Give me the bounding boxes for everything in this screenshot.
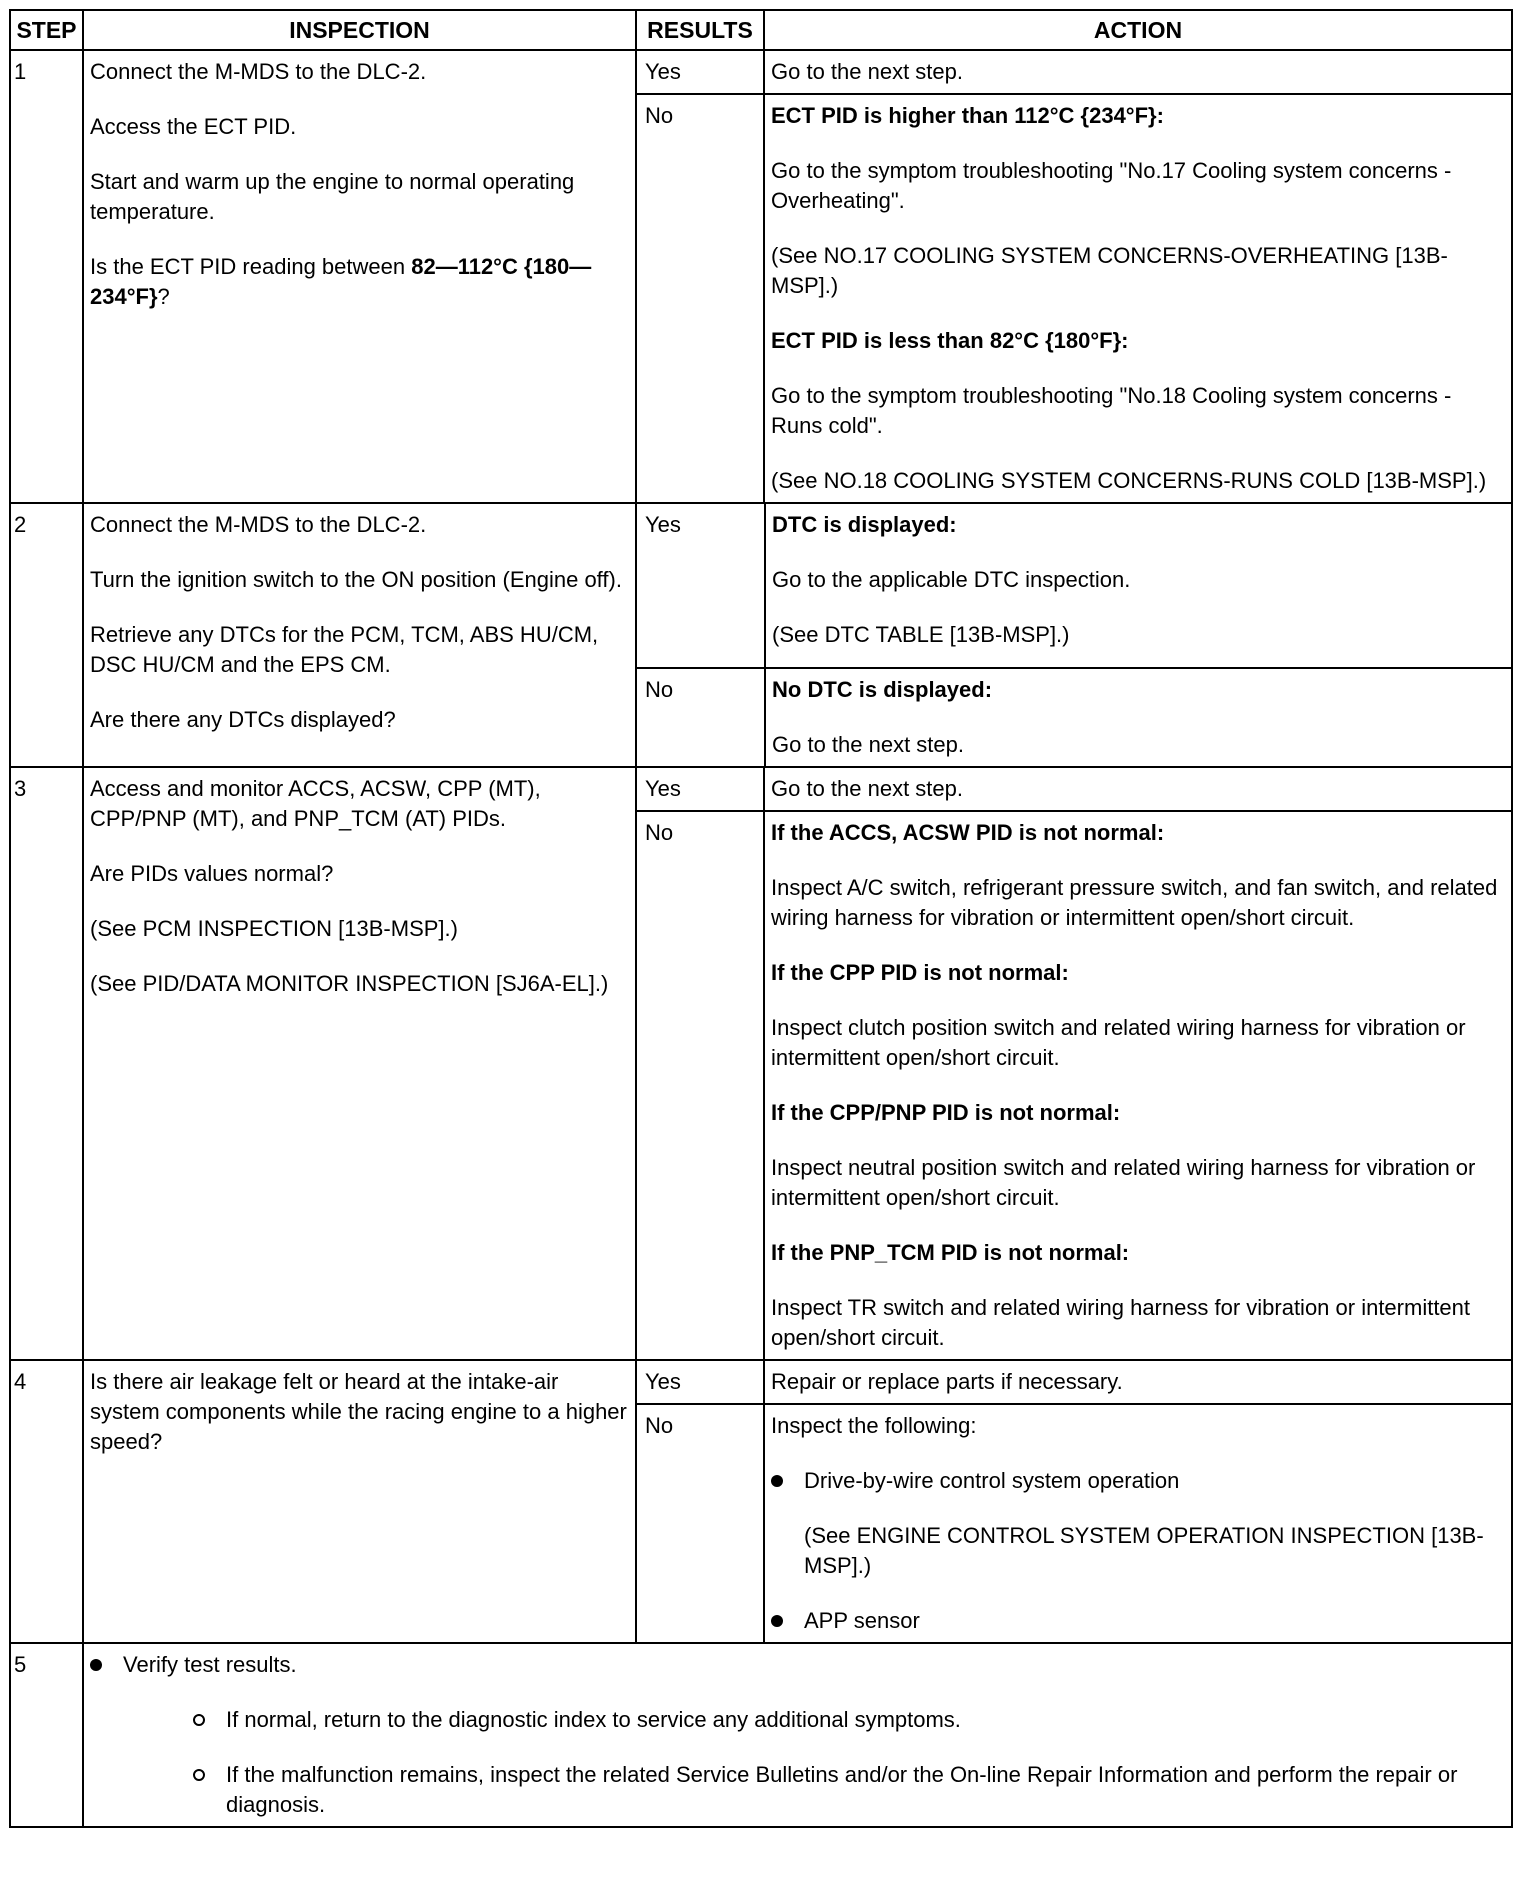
inspect-list [771,1466,1505,1636]
step-number: 2 [10,503,83,767]
action-cell [765,504,1511,668]
result-yes: Yes [637,504,765,668]
action-text: Inspect TR switch and related wiring harness for vibration or intermittent open/short circuit. [771,1295,1471,1350]
step-number: 4 [10,1360,83,1643]
action-text: Go to the symptom troubleshooting "No.17 Cooling system concerns - Overheating". [771,158,1452,213]
header-inspection: INSPECTION [83,10,636,50]
inspection-text: Connect the M-MDS to the DLC-2. [90,59,427,84]
step-number: 3 [10,767,83,1360]
action-text: Go to the symptom troubleshooting "No.18 Cooling system concerns - Runs cold". [771,383,1452,438]
result-yes: Yes [636,767,764,811]
action-text: Inspect neutral position switch and related wiring harness for vibration or intermittent open/short circuit. [771,1155,1476,1210]
list-item: Drive-by-wire control system operation (See ENGINE CONTROL SYSTEM OPERATION INSPECTION [13B-MSP].) [771,1466,1505,1581]
action-ref: (See NO.18 COOLING SYSTEM CONCERNS-RUNS COLD [13B-MSP].) [771,468,1487,493]
step-row-4 [10,1360,1512,1404]
result-no: No [637,668,765,766]
list-item: Verify test results. If normal, return to the diagnostic index to service any additional symptoms. If the malfunction remains, inspect the related Service Bulletins and/or the On-line Repair Information and perform the repair or diagnosis. [90,1650,1505,1820]
inspection-text: Turn the ignition switch to the ON position (Engine off). [90,567,622,592]
inspection-cell [83,50,636,503]
result-no: No [636,94,764,503]
bullet-icon [90,1659,102,1671]
inspection-question: Is the ECT PID reading between 82—112°C {180—234°F}? [90,254,592,309]
action-text: Go to the next step. [772,732,965,757]
inspection-ref: (See PCM INSPECTION [13B-MSP].) [90,916,458,941]
inspection-cell [83,767,636,1360]
inspection-cell [83,503,636,767]
result-yes: Yes [636,1360,764,1404]
action-text: Inspect A/C switch, refrigerant pressure switch, and fan switch, and related wiring harness for vibration or intermittent open/short circuit. [771,875,1498,930]
bullet-icon [771,1475,783,1487]
circle-bullet-icon [193,1769,205,1781]
inspection-question: Are PIDs values normal? [90,861,334,886]
diagnostic-table [9,9,1513,1828]
inspection-ref: (See PID/DATA MONITOR INSPECTION [SJ6A-EL].) [90,971,609,996]
list-item: APP sensor [771,1606,1505,1636]
verify-cell [83,1643,1512,1827]
sub-list-item: If normal, return to the diagnostic index to service any additional symptoms. [193,1705,1505,1735]
action-cell [764,1404,1512,1643]
header-step: STEP [10,10,83,50]
result-no: No [636,1404,764,1643]
inspection-question: Is there air leakage felt or heard at the intake-air system components while the racing engine to a higher speed? [90,1369,627,1454]
step-row-2 [10,503,1512,767]
inspection-text: Connect the M-MDS to the DLC-2. [90,512,427,537]
action-heading: If the CPP PID is not normal: [771,960,1069,985]
step-row-1 [10,50,1512,94]
action-heading: If the ACCS, ACSW PID is not normal: [771,820,1165,845]
action-cell [764,94,1512,503]
inspection-cell [83,1360,636,1643]
inspection-question: Are there any DTCs displayed? [90,707,396,732]
action-text: Inspect clutch position switch and related wiring harness for vibration or intermittent open/short circuit. [771,1015,1466,1070]
inspection-text: Access and monitor ACCS, ACSW, CPP (MT), CPP/PNP (MT), and PNP_TCM (AT) PIDs. [90,776,541,831]
result-no: No [636,811,764,1360]
step-number: 5 [10,1643,83,1827]
action-heading: If the PNP_TCM PID is not normal: [771,1240,1130,1265]
action-heading: If the CPP/PNP PID is not normal: [771,1100,1121,1125]
circle-bullet-icon [193,1714,205,1726]
step-row-5 [10,1643,1512,1827]
action-text: Inspect the following: [771,1413,977,1438]
inspection-text: Access the ECT PID. [90,114,297,139]
action-cell: Go to the next step. [764,767,1512,811]
action-ref: (See DTC TABLE [13B-MSP].) [772,622,1070,647]
action-heading: DTC is displayed: [772,512,957,537]
header-row [10,10,1512,50]
action-heading: ECT PID is less than 82°C {180°F}: [771,328,1129,353]
action-cell: Repair or replace parts if necessary. [764,1360,1512,1404]
sub-list-item: If the malfunction remains, inspect the related Service Bulletins and/or the On-line Repair Information and perform the repair or diagnosis. [193,1760,1505,1820]
step-row-3 [10,767,1512,811]
action-text: Go to the applicable DTC inspection. [772,567,1131,592]
result-yes: Yes [636,50,764,94]
header-results: RESULTS [636,10,764,50]
verify-list [90,1650,1505,1820]
action-cell: Go to the next step. [764,50,1512,94]
header-action: ACTION [764,10,1512,50]
action-cell [764,811,1512,1360]
bullet-icon [771,1615,783,1627]
step-number: 1 [10,50,83,503]
action-ref: (See NO.17 COOLING SYSTEM CONCERNS-OVERHEATING [13B-MSP].) [771,243,1448,298]
action-heading: No DTC is displayed: [772,677,993,702]
inspection-text: Retrieve any DTCs for the PCM, TCM, ABS HU/CM, DSC HU/CM and the EPS CM. [90,622,599,677]
results-actions [636,503,1512,767]
inspection-text: Start and warm up the engine to normal operating temperature. [90,169,575,224]
action-cell [765,668,1511,766]
action-heading: ECT PID is higher than 112°C {234°F}: [771,103,1164,128]
